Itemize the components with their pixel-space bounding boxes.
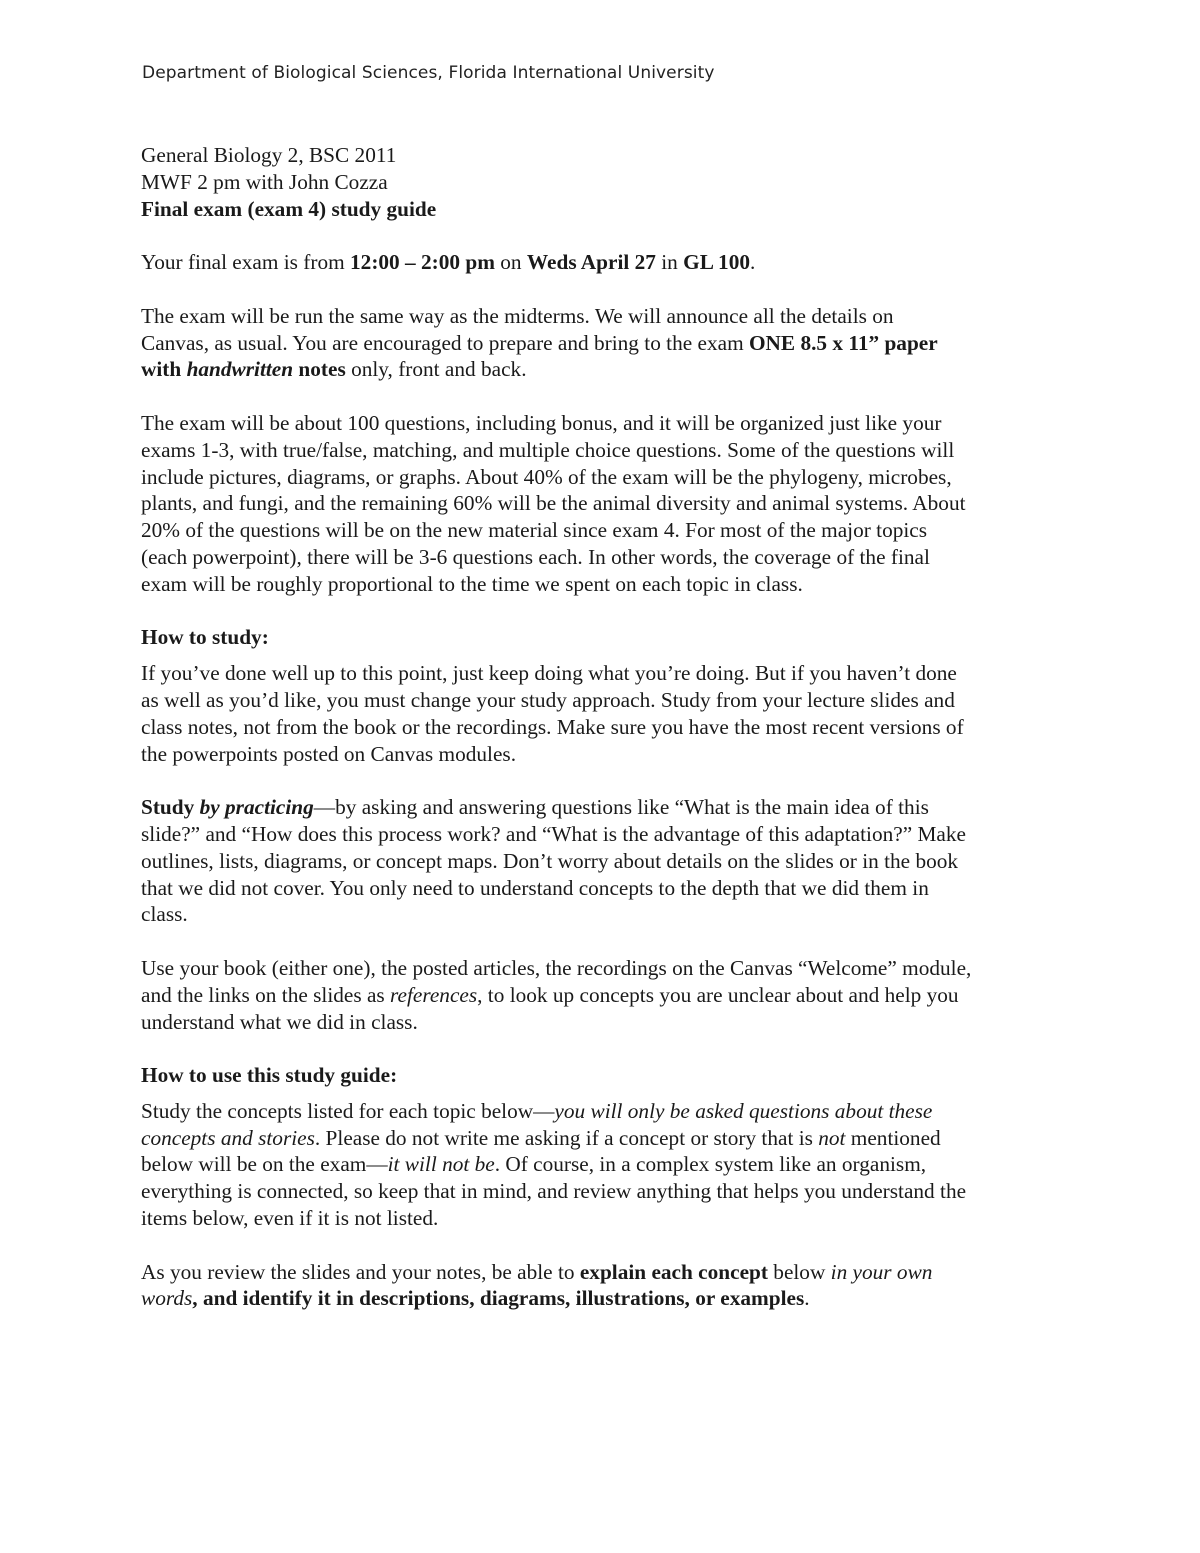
course-section: MWF 2 pm with John Cozza bbox=[141, 169, 388, 194]
exam-format-paragraph: The exam will be run the same way as the midterms. We will announce all the details on Canvas, as usual. You are encouraged to prepare and bring to the exam ONE 8.5 x 11” paper with handwritten notes only, front and back. bbox=[141, 303, 938, 382]
how-to-study-paragraph: If you’ve done well up to this point, just keep doing what you’re doing. But if you haven’t done as well as you’d like, you must change your study approach. Study from your lecture slides and class notes, not from the book or the recordings. Make sure you have the most recent versions of the powerpoints posted on Canvas modules. bbox=[141, 661, 964, 766]
exam-date: Weds April 27 bbox=[526, 250, 656, 275]
course-info bbox=[141, 142, 1071, 222]
department-header: Department of Biological Sciences, Florida International University bbox=[142, 63, 715, 83]
document-body bbox=[141, 142, 1071, 1312]
guide-title: Final exam (exam 4) study guide bbox=[141, 196, 437, 221]
how-to-use-paragraph: Study the concepts listed for each topic below—you will only be asked questions about these concepts and stories. Please do not write me asking if a concept or story that is not mentioned below will be on the exam—it will not be. Of course, in a complex system like an organism, everything is connected, so keep that in mind, and review anything that helps you understand the items below, even if it is not listed. bbox=[141, 1098, 967, 1231]
practice-paragraph: Study by practicing—by asking and answering questions like “What is the main idea of this slide?” and “How does this process work? and “What is the advantage of this adaptation?” Make outlines, lists, diagrams, or concept maps. Don’t worry about details on the slides or in the book that we did not cover. You only need to understand concepts to the depth that we did them in class. bbox=[141, 795, 966, 927]
exam-time: 12:00 – 2:00 pm bbox=[350, 250, 495, 275]
references-paragraph: Use your book (either one), the posted articles, the recordings on the Canvas “Welcome” module, and the links on the slides as references, to look up concepts you are unclear about and help you understand what we did in class. bbox=[141, 955, 972, 1034]
exam-time-paragraph: Your final exam is from 12:00 – 2:00 pm on Weds April 27 in GL 100. bbox=[141, 250, 756, 275]
course-title: General Biology 2, BSC 2011 bbox=[141, 143, 397, 167]
how-to-use-heading: How to use this study guide: bbox=[141, 1063, 398, 1088]
how-to-study-heading: How to study: bbox=[141, 625, 269, 650]
review-paragraph: As you review the slides and your notes, be able to explain each concept below in your own words, and identify it in descriptions, diagrams, illustrations, or examples. bbox=[141, 1259, 933, 1311]
exam-content-paragraph: The exam will be about 100 questions, including bonus, and it will be organized just like your exams 1-3, with true/false, matching, and multiple choice questions. Some of the questions will include pictures, diagrams, or graphs. About 40% of the exam will be the phylogeny, microbes, plants, and fungi, and the remaining 60% will be the animal diversity and animal systems. About 20% of the questions will be on the new material since exam 4. For most of the major topics (each powerpoint), there will be 3-6 questions each. In other words, the coverage of the final exam will be roughly proportional to the time we spent on each topic in class. bbox=[141, 410, 966, 596]
exam-room: GL 100 bbox=[683, 250, 750, 275]
